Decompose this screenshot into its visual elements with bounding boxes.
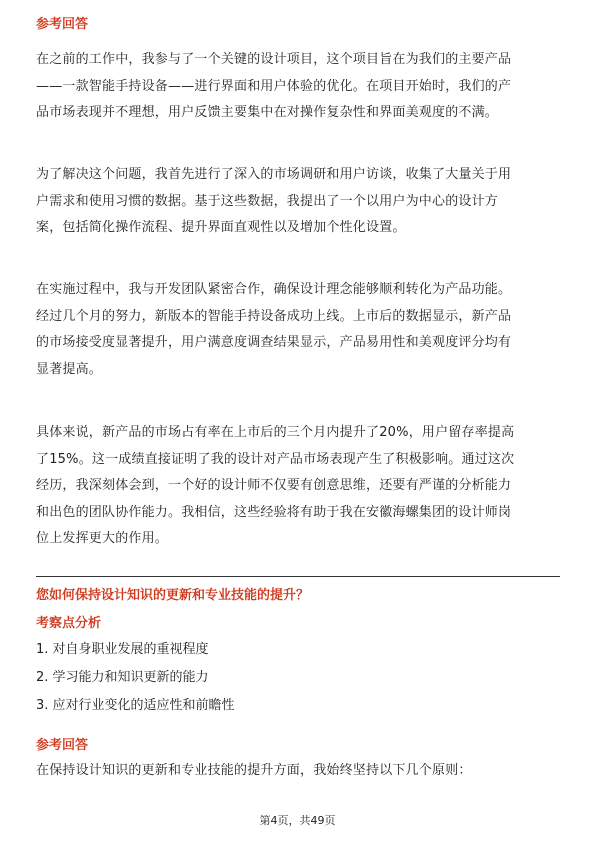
paragraph-line: 具体来说，新产品的市场占有率在上市后的三个月内提升了20%，用户留存率提高 xyxy=(36,425,515,440)
section-divider xyxy=(36,576,560,577)
analysis-point-list xyxy=(36,636,235,720)
paragraph-line: 经历，我深刻体会到，一个好的设计师不仅要有创意思维，还要有严谨的分析能力 xyxy=(36,478,512,493)
answer-intro xyxy=(36,758,560,785)
paragraph-line: 品市场表现并不理想，用户反馈主要集中在对操作复杂性和界面美观度的不满。 xyxy=(36,105,499,120)
paragraph-line: 在保持设计知识的更新和专业技能的提升方面，我始终坚持以下几个原则： xyxy=(36,763,472,778)
paragraph-line: ——一款智能手持设备——进行界面和用户体验的优化。在项目开始时，我们的产 xyxy=(36,78,512,94)
paragraph-line: 位上发挥更大的作用。 xyxy=(36,531,169,546)
paragraph-line: 在实施过程中，我与开发团队紧密合作，确保设计理念能够顺利转化为产品功能。 xyxy=(36,282,512,297)
paragraph-line: 的市场接受度显著提升，用户满意度调查结果显示，产品易用性和美观度评分均有 xyxy=(36,335,512,350)
answer-paragraph-3 xyxy=(36,277,560,383)
answer-paragraph-2 xyxy=(36,162,560,242)
paragraph-line: 了15%。这一成绩直接证明了我的设计对产品市场表现产生了积极影响。通过这次 xyxy=(36,451,515,467)
question-heading: 您如何保持设计知识的更新和专业技能的提升？ xyxy=(36,588,310,603)
paragraph-line: 为了解决这个问题，我首先进行了深入的市场调研和用户访谈，收集了大量关于用 xyxy=(36,167,512,182)
answer-heading-2: 参考回答 xyxy=(36,738,89,753)
analysis-point: 3. 应对行业变化的适应性和前瞻性 xyxy=(36,698,235,713)
answer-paragraph-1 xyxy=(36,47,560,127)
analysis-heading: 考察点分析 xyxy=(36,616,102,631)
paragraph-line: 在之前的工作中，我参与了一个关键的设计项目，这个项目旨在为我们的主要产品 xyxy=(36,52,512,67)
paragraph-line: 案，包括简化操作流程、提升界面直观性以及增加个性化设置。 xyxy=(36,220,406,235)
paragraph-line: 户需求和使用习惯的数据。基于这些数据，我提出了一个以用户为中心的设计方 xyxy=(36,193,499,209)
answer-heading: 参考回答 xyxy=(36,17,89,32)
analysis-point: 2. 学习能力和知识更新的能力 xyxy=(36,670,209,685)
analysis-point: 1. 对自身职业发展的重视程度 xyxy=(36,642,209,657)
paragraph-line: 显著提高。 xyxy=(36,361,103,377)
paragraph-line: 和出色的团队协作能力。我相信，这些经验将有助于我在安徽海螺集团的设计师岗 xyxy=(36,504,512,520)
paragraph-line: 经过几个月的努力，新版本的智能手持设备成功上线。上市后的数据显示，新产品 xyxy=(36,308,512,324)
answer-paragraph-4 xyxy=(36,420,560,553)
page-number: 第4页，共49页 xyxy=(259,814,336,827)
